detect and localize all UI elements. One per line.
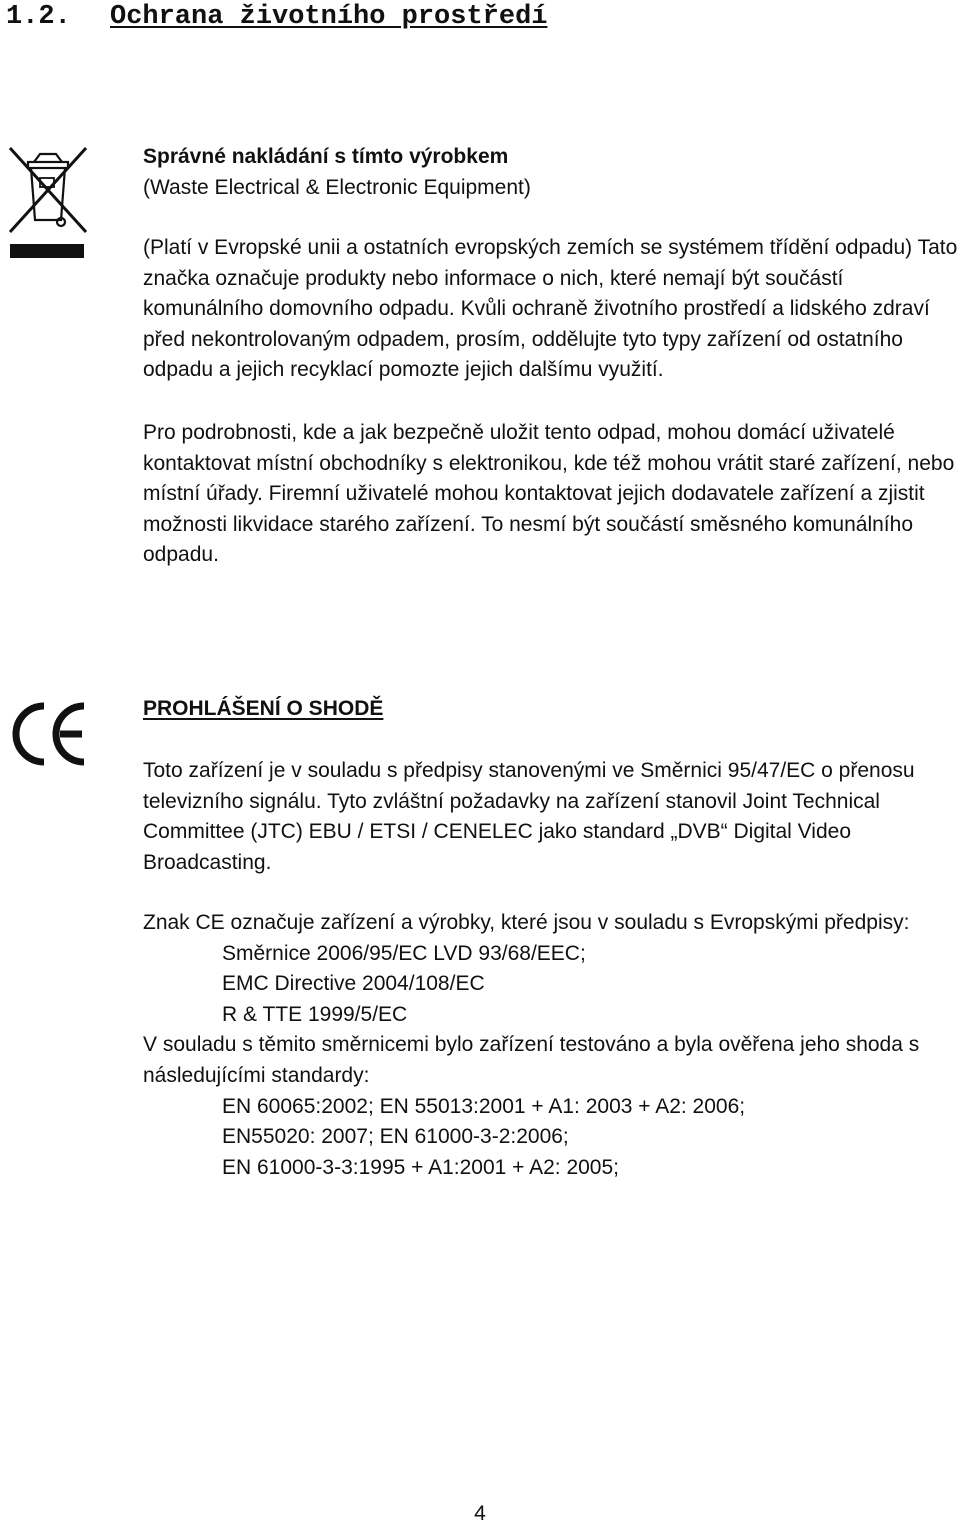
ce-mark-icon (8, 698, 88, 770)
weee-subtitle: (Waste Electrical & Electronic Equipment) (143, 175, 531, 199)
directive-item: EMC Directive 2004/108/EC (222, 972, 485, 996)
weee-paragraph-1 (143, 233, 958, 386)
weee-paragraph-2 (143, 418, 958, 571)
page-number: 4 (474, 1502, 486, 1525)
standards-intro: V souladu s těmito směrnicemi bylo zařízení testováno a byla ověřena jeho shoda s následujícími standardy: (143, 1033, 920, 1087)
standard-item: EN 60065:2002; EN 55013:2001 + A1: 2003 + A2: 2006; (222, 1094, 746, 1118)
section-number: 1.2. (6, 2, 71, 32)
directive-item: Směrnice 2006/95/EC LVD 93/68/EEC; (222, 941, 586, 965)
ce-paragraph-text: Toto zařízení je v souladu s předpisy stanovenými ve Směrnici 95/47/EC o přenosu televizního signálu. Tyto zvláštní požadavky na zařízení stanovil Joint Technical Committee (JTC) EBU / ETSI / CENELEC jako standard „DVB“ Digital Video Broadcasting. (143, 759, 915, 874)
weee-title: Správné nakládání s tímto výrobkem (143, 145, 509, 168)
weee-paragraph-2-text: Pro podrobnosti, kde a jak bezpečně uložit tento odpad, mohou domácí uživatelé kontaktovat místní obchodníky s elektronikou, kde též mohou vrátit staré zařízení, nebo místní úřady. Firemní uživatelé mohou kontaktovat jejich dodavatele zařízení a zjistit možnosti likvidace starého zařízení. To nesmí být součástí směsného komunálního odpadu. (143, 421, 955, 567)
crossed-out-wheelie-bin-icon (4, 140, 90, 260)
section-title: Ochrana životního prostředí (110, 2, 548, 32)
ce-directives-block (143, 908, 958, 1183)
ce-title: PROHLÁŠENÍ O SHODĚ (143, 697, 384, 720)
weee-paragraph-1-text: (Platí v Evropské unii a ostatních evropských zemích se systémem třídění odpadu) Tato značka označuje produkty nebo informace o nich, které nemají být součástí komunálního domovního odpadu. Kvůli ochraně životního prostředí a lidského zdraví před nekontrolovaným odpadem, prosím, oddělujte tyto typy zařízení od ostatního odpadu a jejich recyklací pomozte jejich dalšímu využití. (143, 236, 958, 382)
ce-paragraph (143, 756, 958, 878)
weee-heading (143, 142, 958, 203)
directives-intro: Znak CE označuje zařízení a výrobky, které jsou v souladu s Evropskými předpisy: (143, 911, 910, 934)
section-heading (6, 0, 547, 34)
standard-item: EN 61000-3-3:1995 + A1:2001 + A2: 2005; (222, 1155, 619, 1179)
standard-item: EN55020: 2007; EN 61000-3-2:2006; (222, 1125, 569, 1149)
ce-heading (143, 694, 958, 725)
directive-item: R & TTE 1999/5/EC (222, 1002, 408, 1026)
